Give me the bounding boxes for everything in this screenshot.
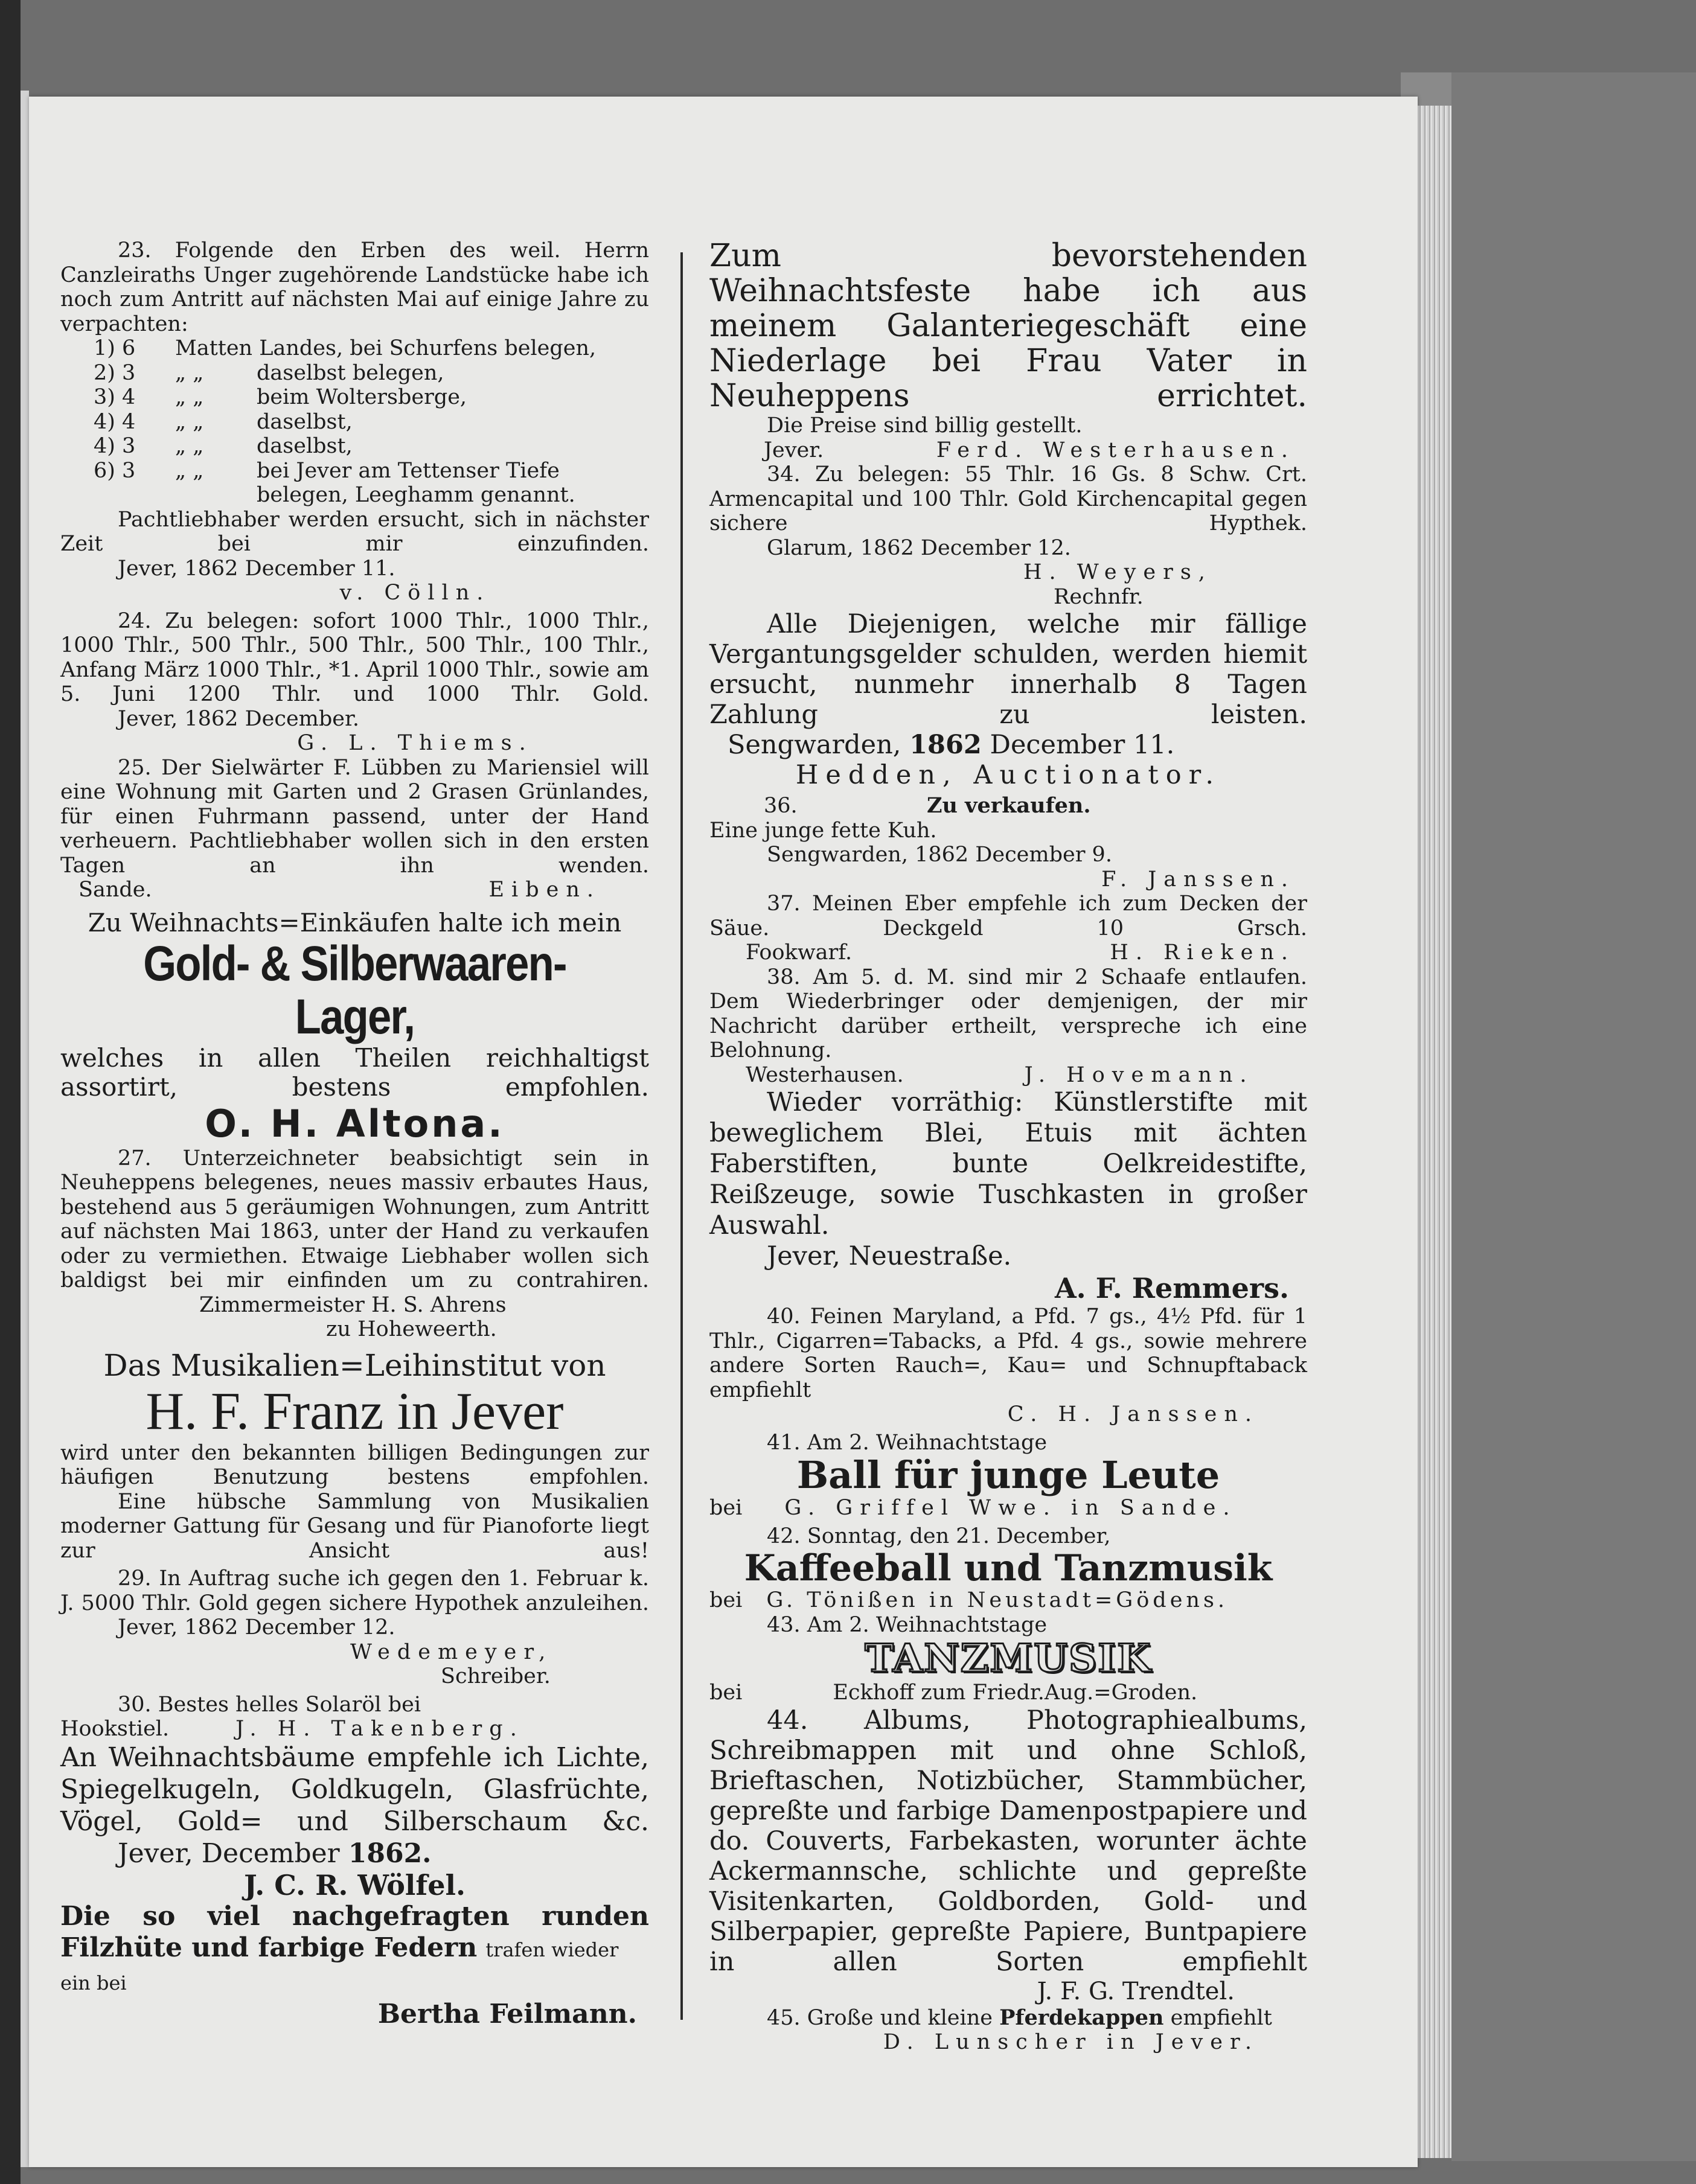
ad-45 — [709, 2006, 1307, 2055]
ad-45-tail: empfiehlt — [1170, 2005, 1272, 2030]
ad-42-headline: Kaffeeball und Tanzmusik — [744, 1547, 1273, 1589]
lease-row: 2) 3 „ „ daselbst belegen, — [94, 360, 444, 385]
lease-row: 6) 3 „ „ bei Jever am Tettenser Tiefe — [94, 458, 560, 483]
ad-43 — [709, 1613, 1307, 1705]
ad-33-text: Die Preise sind billig gestellt. — [767, 413, 1083, 438]
ad-43-text: 43. Am 2. Weihnachtstage — [767, 1612, 1048, 1637]
ad-36-headline: Zu verkaufen. — [927, 793, 1091, 818]
ad-30-signature: J. H. Takenberg. — [235, 1717, 524, 1741]
ad-25-place: Sande. — [78, 878, 152, 902]
ad-40-signature: C. H. Janssen. — [1007, 1402, 1259, 1426]
ad-38-place: Westerhausen. — [746, 1062, 904, 1087]
ad-32-line2-tail: trafen wieder ein bei — [60, 1938, 619, 1994]
ad-31 — [60, 1742, 649, 1901]
ad-24-text: 24. Zu belegen: sofort 1000 Thlr., 1000 Thlr., 1000 Thlr., 500 Thlr., 500 Thlr., 500 Thlr., 100 Thlr., Anfang März 1000 Thlr., *1. April 1000 Thlr., sowie am 5. Juni 1200 Thlr. und 1000 Thlr. Gold. — [60, 608, 649, 706]
previous-page-edge — [21, 91, 29, 2167]
ad-41-text: 41. Am 2. Weihnachtstage — [767, 1430, 1048, 1455]
ad-31-year: 1862. — [348, 1838, 432, 1869]
ad-28 — [60, 1348, 649, 1563]
ad-42 — [709, 1524, 1307, 1613]
cover-board — [1451, 72, 1696, 2161]
ad-36-signature: F. Janssen. — [1101, 867, 1295, 892]
ad-38-text: 38. Am 5. d. M. sind mir 2 Schaafe entlaufen. Dem Wiederbringer oder demjenigen, der mir Nachricht darüber ertheilt, verspreche ich eine Belohnung. — [709, 965, 1307, 1062]
ad-26-intro: Zu Weihnachts=Einkäufen halte ich mein — [88, 907, 622, 937]
lease-list — [60, 336, 649, 508]
left-column — [60, 238, 649, 2030]
ad-43-prefix: bei — [709, 1681, 743, 1705]
ad-36-text: Eine junge fette Kuh. — [709, 818, 937, 843]
ad-45-text: 45. Große und kleine — [767, 2005, 993, 2030]
ad-36-num: 36. — [764, 794, 798, 818]
ad-33-signature: Ferd. Westerhausen. — [936, 438, 1295, 462]
ad-42-prefix: bei — [709, 1588, 743, 1612]
ad-37-signature: H. Rieken. — [1110, 940, 1295, 965]
ad-32-signature: Bertha Feilmann. — [377, 1998, 637, 2029]
ad-41-signature: G. Griffel Wwe. in Sande. — [784, 1496, 1237, 1520]
ad-32 — [60, 1901, 649, 2030]
lease-row: 4) 4 „ „ daselbst, — [94, 409, 353, 434]
ad-34-signature: H. Weyers, — [1023, 560, 1212, 584]
ad-41 — [709, 1431, 1307, 1521]
ad-42-signature: G. Tönißen in Neustadt=Gödens. — [766, 1588, 1229, 1612]
ad-33-place: Jever. — [764, 438, 824, 462]
lease-row-extra: belegen, Leeghamm genannt. — [257, 483, 575, 507]
ad-37-place: Fookwarf. — [746, 940, 853, 965]
ad-29 — [60, 1566, 649, 1689]
ad-32-line1: Die so viel nachgefragten runden — [60, 1900, 649, 1932]
ad-33 — [709, 238, 1307, 462]
ad-24-date: Jever, 1862 December. — [118, 706, 359, 731]
ad-37-text: 37. Meinen Eber empfehle ich zum Decken der Säue. Deckgeld 10 Grsch. — [709, 892, 1307, 940]
ad-31-signature: J. C. R. Wölfel. — [244, 1868, 466, 1901]
ad-33-headline: Zum bevorstehenden Weihnachtsfeste habe ich aus meinem Galanteriegeschäft eine Niederlage bei Frau Vater in Neuheppens errichtet. — [709, 238, 1307, 414]
ad-44 — [709, 1705, 1307, 2006]
ad-31-date: Jever, December — [118, 1838, 340, 1869]
ad-34 — [709, 462, 1307, 609]
ad-28-headline: H. F. Franz in Jever — [146, 1382, 564, 1441]
ad-26-signature: O. H. Altona. — [205, 1101, 505, 1146]
ad-39-text: Wieder vorräthig: Künstlerstifte mit beweglichem Blei, Etuis mit ächten Faberstiften, bunte Oelkreidestifte, Reißzeuge, sowie Tuschkasten in großer Auswahl. — [709, 1087, 1307, 1240]
ad-39 — [709, 1087, 1307, 1304]
ad-32-line2: Filzhüte und farbige Federn — [60, 1932, 478, 1963]
ad-26-headline: Gold- & Silberwaaren-Lager, — [143, 936, 566, 1044]
ad-28-intro: Das Musikalien=Leihinstitut von — [103, 1347, 606, 1383]
ad-27-signature: Zimmermeister H. S. Ahrens — [199, 1292, 507, 1317]
ad-39-signature: A. F. Remmers. — [1054, 1272, 1289, 1304]
ad-23-closing: Pachtliebhaber werden ersucht, sich in nächster Zeit bei mir einzufinden. — [60, 507, 649, 556]
ad-35-date: December 11. — [990, 730, 1175, 760]
ad-34-signature-title: Rechnfr. — [1054, 584, 1144, 609]
column-divider — [680, 252, 683, 2020]
ad-45-bold: Pferdekappen — [999, 2005, 1164, 2030]
ad-27-text: 27. Unterzeichneter beabsichtigt sein in Neuheppens belegenes, neues massiv erbautes Haus, bestehend aus 5 geräumigen Wohnungen, zum Antritt auf nächsten Mai 1863, unter der Hand zu verkaufen oder zu vermiethen. Etwaige Liebhaber wollen sich baldigst bei mir einfinden um zu contrahiren. — [60, 1146, 649, 1292]
ad-30-place: Hookstiel. — [60, 1717, 170, 1741]
ad-34-text: 34. Zu belegen: 55 Thlr. 16 Gs. 8 Schw. Crt. Armencapital und 100 Thlr. Gold Kirchencapital gegen sichere Hypthek. — [709, 462, 1307, 535]
ad-30-text: 30. Bestes helles Solaröl bei — [118, 1692, 421, 1717]
lease-row: 4) 3 „ „ daselbst, — [94, 434, 353, 458]
ad-34-date: Glarum, 1862 December 12. — [767, 535, 1071, 560]
ad-35-text: Alle Diejenigen, welche mir fällige Vergantungsgelder schulden, werden hiemit ersucht, nunmehr innerhalb 8 Tagen Zahlung zu leisten. — [709, 609, 1307, 730]
ad-28-text2: Eine hübsche Sammlung von Musikalien moderner Gattung für Gesang und für Pianoforte liegt zur Ansicht aus! — [60, 1489, 649, 1563]
ad-41-headline: Ball für junge Leute — [796, 1453, 1220, 1497]
ad-29-signature-title: Schreiber. — [441, 1664, 551, 1688]
ad-23 — [60, 238, 649, 605]
book-spine-left — [0, 0, 21, 2184]
ad-23-signature: v. Cölln. — [339, 581, 491, 605]
ad-36-date: Sengwarden, 1862 December 9. — [767, 843, 1112, 867]
ad-25-text: 25. Der Sielwärter F. Lübben zu Mariensiel will eine Wohnung mit Garten und 2 Grasen Grünlandes, für einen Fuhrmann passend, unter der Hand verheuern. Pachtliebhaber wollen sich in den ersten Tagen an ihn wenden. — [60, 755, 649, 878]
ad-43-signature: Eckhoff zum Friedr.Aug.=Groden. — [833, 1681, 1198, 1705]
ad-26-text: welches in allen Theilen reichhaltigst assortirt, bestens empfohlen. — [60, 1043, 649, 1102]
ad-37 — [709, 892, 1307, 965]
ad-40 — [709, 1304, 1307, 1427]
ad-31-text: An Weihnachtsbäume empfehle ich Lichte, Spiegelkugeln, Goldkugeln, Glasfrüchte, Vögel, Gold= und Silberschaum &c. — [60, 1742, 649, 1837]
ad-29-signature: Wedemeyer, — [350, 1640, 553, 1664]
ad-38 — [709, 965, 1307, 1088]
ad-38-signature: J. Hovemann. — [1024, 1062, 1254, 1087]
lease-row: 1) 6 Matten Landes, bei Schurfens belegen, — [94, 336, 597, 360]
ad-35-place: Sengwarden, — [728, 730, 901, 760]
ad-41-prefix: bei — [709, 1496, 743, 1520]
ad-30 — [60, 1693, 649, 1742]
ad-43-headline: TANZMUSIK — [865, 1636, 1152, 1681]
ad-42-text: 42. Sonntag, den 21. December, — [767, 1524, 1111, 1548]
ad-35 — [709, 609, 1307, 790]
ad-27 — [60, 1146, 649, 1342]
ad-35-signature: Hedden, Auctionator. — [795, 760, 1221, 790]
lease-row: 3) 4 „ „ beim Woltersberge, — [94, 385, 467, 409]
ad-40-text: 40. Feinen Maryland, a Pfd. 7 gs., 4½ Pfd. für 1 Thlr., Cigarren=Tabacks, a Pfd. 4 gs., sowie mehrere andere Sorten Rauch=, Kau= und Schnupftaback empfiehlt — [709, 1304, 1307, 1402]
ad-26 — [60, 908, 649, 1146]
ad-28-text: wird unter den bekannten billigen Bedingungen zur häufigen Benutzung bestens empfohlen. — [60, 1440, 649, 1489]
ad-29-text: 29. In Auftrag suche ich gegen den 1. Februar k. J. 5000 Thlr. Gold gegen sichere Hypothek anzuleihen. — [60, 1566, 649, 1615]
right-column — [709, 238, 1307, 2055]
ad-25-signature: Eiben. — [488, 878, 601, 902]
ad-44-text: 44. Albums, Photographiealbums, Schreibmappen mit und ohne Schloß, Brieftaschen, Notizbücher, Stammbücher, gepreßte und farbige Damenpostpapiere und do. Couverts, Farbekasten, worunter ächte Ackermannsche, schlichte und gepreßte Visitenkarten, Goldborden, Gold- und Silberpapier, gepreßte Papiere, Buntpapiere in allen Sorten empfiehlt — [709, 1705, 1307, 1977]
ad-27-signature-place: zu Hoheweerth. — [326, 1317, 497, 1341]
page-block-edges — [1418, 106, 1451, 2158]
ad-35-year: 1862 — [909, 730, 982, 760]
ad-23-date: Jever, 1862 December 11. — [118, 556, 395, 581]
ad-36 — [709, 794, 1307, 892]
ad-24-signature: G. L. Thiems. — [297, 731, 533, 755]
ad-23-text: 23. Folgende den Erben des weil. Herrn Canzleiraths Unger zugehörende Landstücke habe ich noch zum Antritt auf nächsten Mai auf einige Jahre zu verpachten: — [60, 238, 649, 336]
ad-45-signature: D. Lunscher in Jever. — [883, 2030, 1259, 2054]
ad-44-signature: J. F. G. Trendtel. — [1037, 1977, 1235, 2005]
ad-29-date: Jever, 1862 December 12. — [118, 1615, 395, 1640]
ad-39-place: Jever, Neuestraße. — [767, 1241, 1012, 1271]
ad-25 — [60, 756, 649, 902]
ad-24 — [60, 609, 649, 756]
